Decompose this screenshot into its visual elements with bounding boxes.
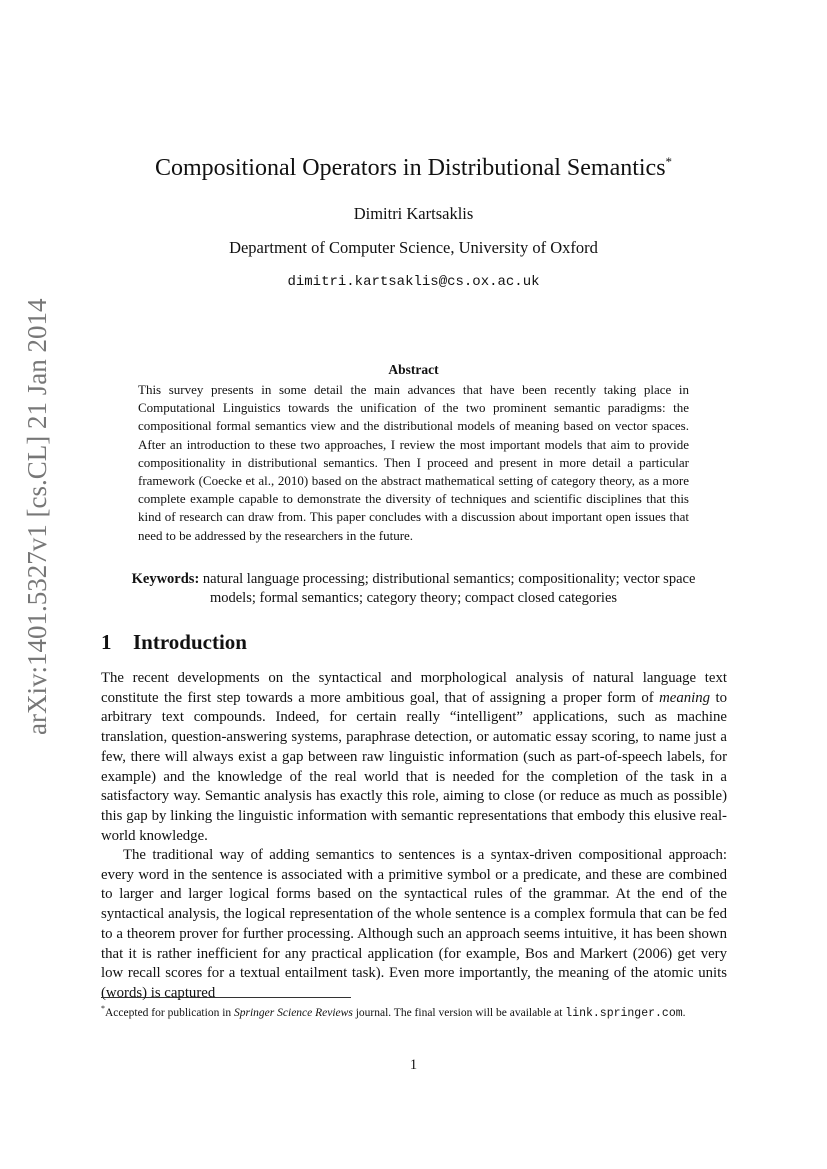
abstract-text: This survey presents in some detail the main advances that have been recently taking place in Computational Linguistics towards the unification of the two prominent semantic paradigms: the compositional formal semantics view and the distributional models of meaning based on vector spaces. After an introduction to these two approaches, I review the most important models that aim to provide compositionality in distributional semantics. Then I proceed and present in more detail a particular framework (Coecke et al., 2010) based on the abstract mathematical setting of category theory, as a more complete example capable to demonstrate the diversity of techniques and scientific disciplines that this kind of research can draw from. This paper concludes with a discussion about important open issues that need to be addressed by the researchers in the future. — [138, 382, 689, 543]
footnote-url[interactable]: link.springer.com — [565, 1006, 683, 1020]
footnote — [101, 1001, 727, 1022]
affiliation: Department of Computer Science, University of Oxford — [229, 238, 598, 257]
p1-text-b: to arbitrary text compounds. Indeed, for certain really “intelligent” applications, such as machine translation, question-answering systems, paraphrase detection, or automatic essay scoring, to name just a few, there will always exist a gap between raw linguistic information (such as part-of-speech labels, for example) and the knowledge of the real world that is needed for the completion of the task in a satisfactory way. Semantic analysis has exactly this role, aiming to close (or reduce as much as possible) this gap by linking the linguistic information with semantic representations that embody this elusive real-world knowledge. — [101, 689, 727, 844]
section-heading — [101, 630, 247, 655]
body-paragraph-1 — [101, 669, 727, 846]
arxiv-stamp: arXiv:1401.5327v1 [cs.CL] 21 Jan 2014 — [22, 298, 52, 735]
title-footnote-marker: * — [665, 154, 673, 169]
section-number: 1 — [101, 630, 112, 654]
footnote-rule — [101, 997, 351, 998]
section-title: Introduction — [133, 630, 247, 654]
keywords — [130, 570, 697, 607]
page-number: 1 — [409, 1057, 418, 1073]
footnote-marker: * — [101, 1004, 105, 1013]
body-paragraph-2 — [101, 846, 727, 1004]
paper-title — [0, 154, 827, 182]
title-text: Compositional Operators in Distributional Semantics — [154, 155, 666, 181]
p1-emphasis: meaning — [659, 689, 711, 706]
abstract-heading: Abstract — [388, 362, 439, 377]
footnote-end: . — [682, 1006, 686, 1019]
keywords-label: Keywords: — [131, 571, 200, 587]
keywords-text: natural language processing; distributional semantics; compositionality; vector space models; formal semantics; category theory; compact closed categories — [202, 571, 696, 606]
p2-text: The traditional way of adding semantics to sentences is a syntax-driven compositional approach: every word in the sentence is associated with a primitive symbol or a predicate, and these are combined to larger and larger logical forms based on the syntactical rules of the grammar. At the end of the syntactical analysis, the logical representation of the whole sentence is a complex formula that can be fed to a theorem prover for further processing. Although such an approach seems intuitive, it has been shown that it is rather inefficient for any practical application (for example, Bos and Markert (2006) get very low recall scores for a textual entailment task). Even more importantly, the meaning of the atomic units (words) is captured — [101, 847, 727, 1001]
footnote-text-a: Accepted for publication in — [105, 1006, 235, 1019]
footnote-text-b: journal. The final version will be available at — [352, 1006, 566, 1019]
author-name: Dimitri Kartsaklis — [353, 204, 474, 223]
author-email: dimitri.kartsaklis@cs.ox.ac.uk — [287, 274, 540, 290]
footnote-journal: Springer Science Reviews — [234, 1006, 353, 1019]
p1-text-a: The recent developments on the syntactical and morphological analysis of natural language text constitute the first step towards a more ambitious goal, that of assigning a proper form of — [101, 670, 727, 706]
